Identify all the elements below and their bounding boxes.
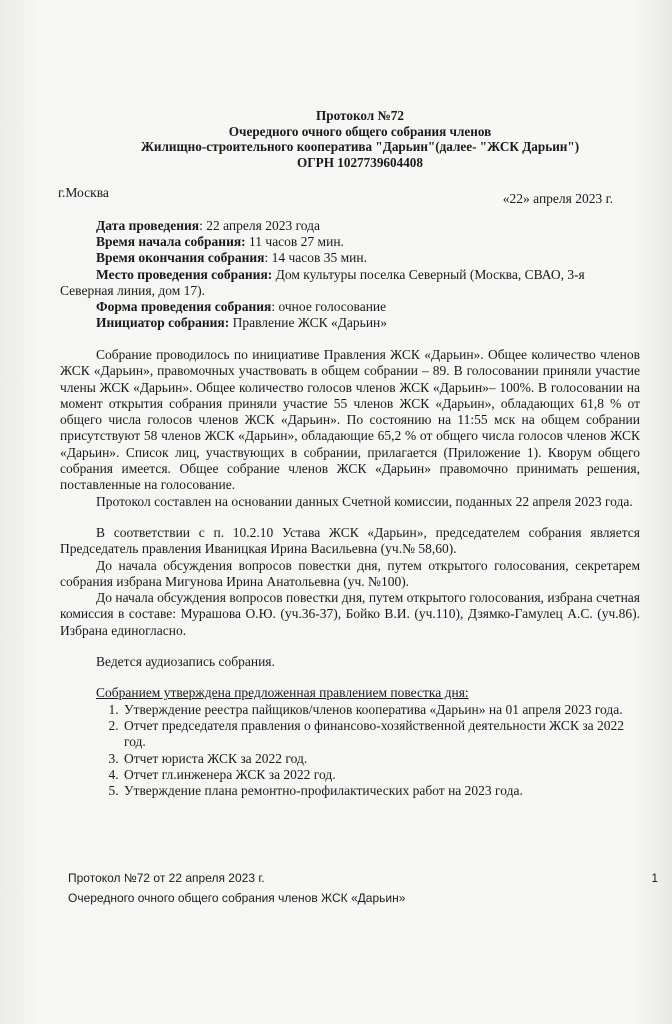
held-date-label: Дата проведения	[96, 218, 200, 233]
audio-recording-note: Ведется аудиозапись собрания.	[96, 654, 275, 670]
chairman-paragraph: В соответствии с п. 10.2.10 Устава ЖСК «Дарьин», председателем собрания является Председатель правления Иваницкая Ирина Васильевна (уч.№ 58,60).	[60, 524, 640, 557]
meeting-type: Очередного очного общего собрания членов	[228, 123, 492, 139]
cooperative-name: Жилищно-строительного кооператива "Дарьин"(далее- "ЖСК Дарьин")	[140, 139, 580, 154]
page-number: 1	[651, 871, 658, 885]
location-label: Место проведения собрания:	[96, 266, 273, 282]
city: г.Москва	[58, 185, 109, 200]
form-value: : очное голосование	[271, 299, 387, 315]
document-date: «22» апреля 2023 г.	[502, 191, 613, 206]
agenda-item: 5. Утверждение плана ремонтно-профилактических работ на 2023 года.	[122, 783, 640, 799]
quorum-paragraph: Собрание проводилось по инициативе Правления ЖСК «Дарьин». Общее количество членов ЖСК «Дарьин», правомочных участвовать в общем собрании – 89. В голосовании приняли участие члены ЖСК «Дарьин». Общее количество голосов членов ЖСК «Дарьин»– 100%. В голосовании на момент открытия собрания приняли участие 55 членов ЖСК «Дарьин», обладающих 61,8 % от общего числа голосов членов ЖСК «Дарьин». По состоянию на 11:55 мск на общем собрании присутствуют 58 членов ЖСК «Дарьин», обладающие 65,2 % от общего числа голосов членов ЖСК «Дарьин». Список лиц, участвующих в собрании, прилагается (Приложение 1). Кворум общего собрания имеется. Общее собрание членов ЖСК «Дарьин» правомочно принимать решения, поставленные на голосование.	[60, 347, 640, 493]
end-time-value: : 14 часов 35 мин.	[264, 250, 367, 266]
secretary-paragraph: До начала обсуждения вопросов повестки дня, путем открытого голосования, секретарем собрания избрана Мигунова Ирина Анатольевна (уч. №100).	[60, 557, 640, 589]
start-time-row	[60, 234, 640, 250]
ogrn: ОГРН 1027739604408	[297, 154, 423, 170]
agenda-item: 3. Отчет юриста ЖСК за 2022 год.	[122, 751, 640, 767]
end-time-label: Время окончания собрания	[96, 250, 265, 266]
held-date-row	[60, 218, 640, 234]
start-time-value: 11 часов 27 мин.	[245, 234, 344, 250]
counting-basis-paragraph: Протокол составлен на основании данных Счетной комиссии, поданных 22 апреля 2023 года.	[96, 493, 633, 509]
initiator-row	[60, 315, 640, 331]
initiator-label: Инициатор собрания:	[96, 315, 230, 331]
agenda-item: 4. Отчет гл.инженера ЖСК за 2022 год.	[122, 767, 640, 783]
held-date-value: : 22 апреля 2023 года	[199, 218, 321, 233]
footer-protocol-ref: Протокол №72 от 22 апреля 2023 г.	[68, 871, 265, 885]
agenda-title: Собранием утверждена предложенная правлением повестка дня:	[96, 685, 469, 701]
initiator-value: Правление ЖСК «Дарьин»	[229, 315, 388, 331]
counting-commission-paragraph: До начала обсуждения вопросов повестки дня, путем открытого голосования, избрана счетная комиссия в составе: Мурашова О.Ю. (уч.36-37), Бойко В.И. (уч.110), Дзямко-Гамулец А.С. (уч.86). Избрана единогласно.	[60, 590, 640, 638]
agenda-item: 1. Утверждение реестра пайщиков/членов кооператива «Дарьин» на 01 апреля 2023 года.	[122, 702, 640, 718]
protocol-number: Протокол №72	[316, 108, 404, 123]
agenda-item: 2. Отчет председателя правления о финансово-хозяйственной деятельности ЖСК за 2022 год.	[122, 718, 640, 751]
form-row	[60, 299, 640, 315]
location-row	[60, 267, 640, 299]
end-time-row	[60, 250, 640, 266]
meeting-details	[60, 218, 640, 331]
document-body	[60, 347, 640, 799]
location-value: Дом культуры поселка Северный (Москва, СВАО, 3-я Северная линия, дом 17).	[60, 266, 585, 298]
document-header	[60, 108, 660, 170]
page-footer	[68, 868, 658, 908]
agenda-list	[60, 702, 640, 800]
footer-meeting-ref: Очередного очного общего собрания членов ЖСК «Дарьин»	[68, 891, 406, 905]
form-label: Форма проведения собрания	[96, 299, 272, 315]
start-time-label: Время начала собрания:	[96, 234, 246, 250]
